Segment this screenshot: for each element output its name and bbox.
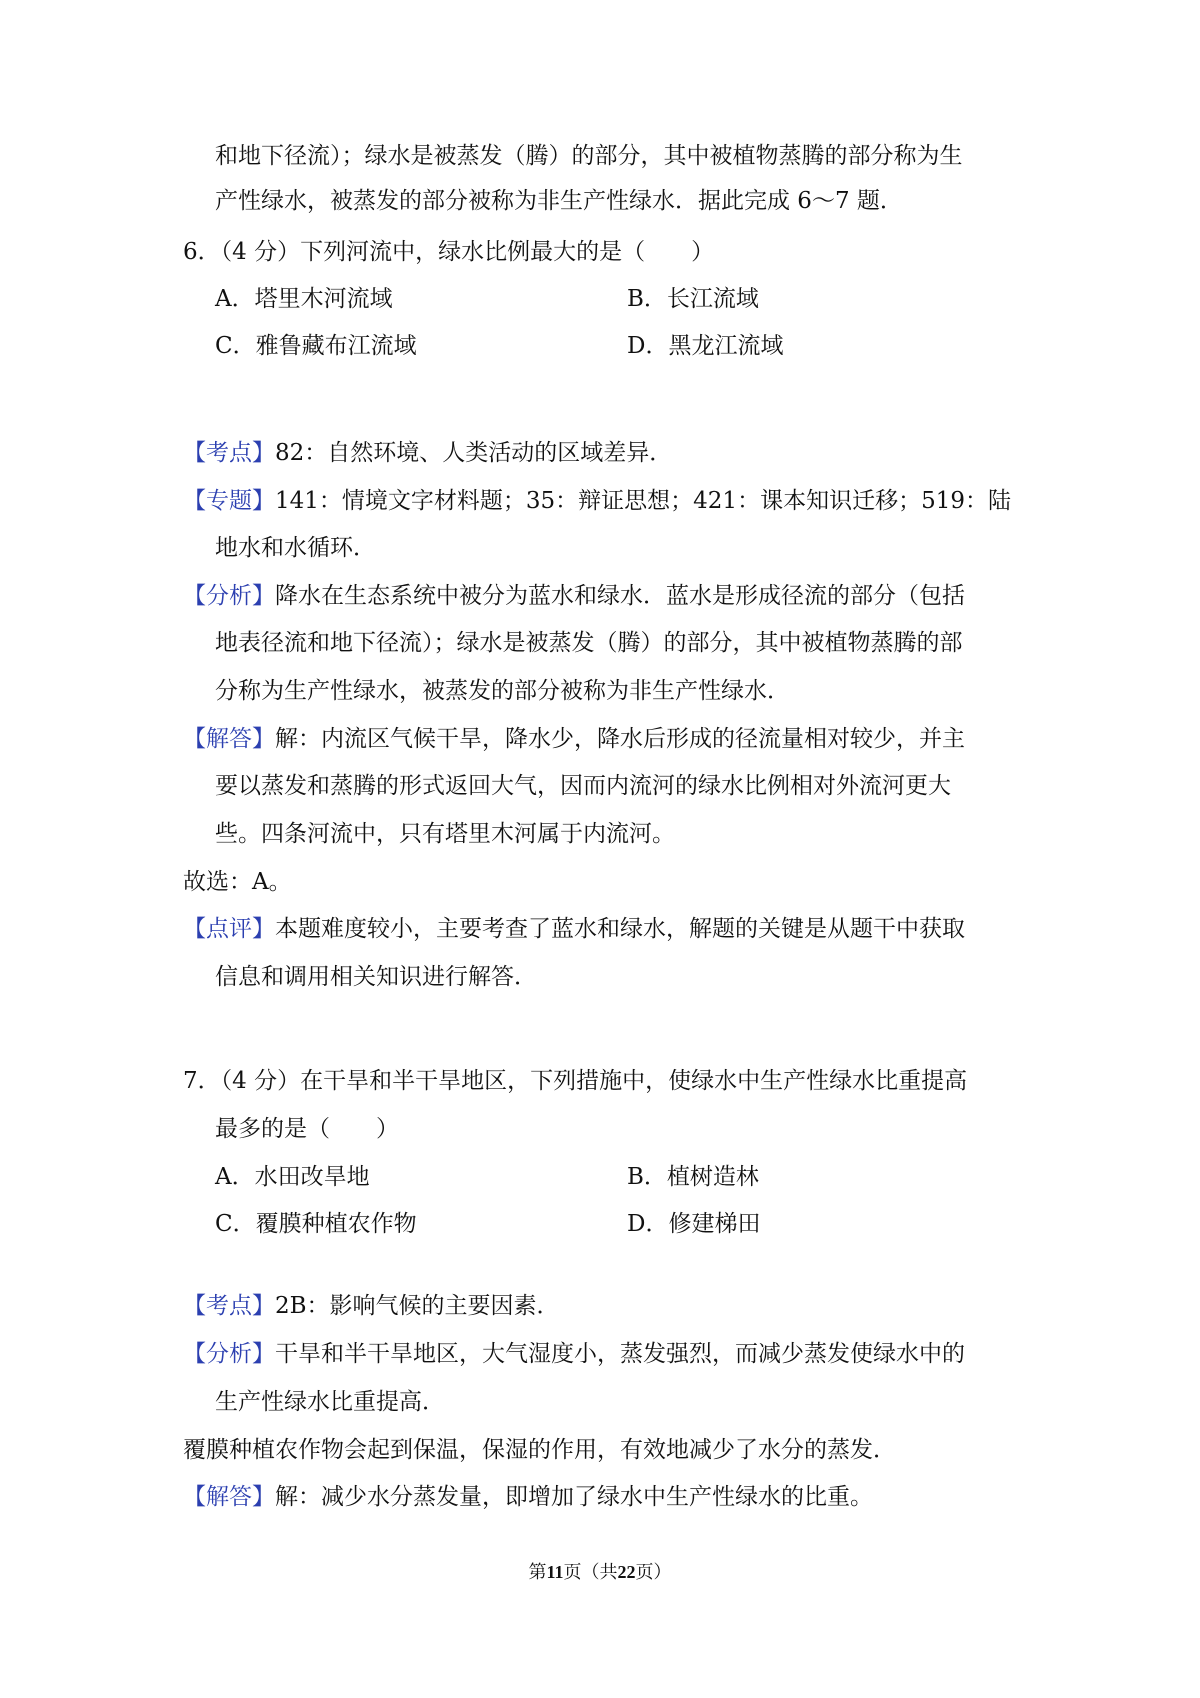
footer-middle: 页（共	[563, 1562, 618, 1582]
fenxi-text-1: 降水在生态系统中被分为蓝水和绿水．蓝水是形成径流的部分（包括	[275, 583, 965, 609]
fenxi-text-1: 干旱和半干旱地区，大气湿度小，蒸发强烈，而减少蒸发使绿水中的	[275, 1341, 965, 1367]
kaodian-tag: 【考点】	[183, 440, 275, 466]
q6-answer: 故选：A。	[183, 869, 292, 895]
jieda-tag: 【解答】	[183, 1484, 275, 1510]
footer-suffix: 页）	[635, 1562, 672, 1582]
q6-option-c: C．雅鲁藏布江流域	[215, 333, 417, 359]
intro-line-1: 和地下径流）；绿水是被蒸发（腾）的部分，其中被植物蒸腾的部分称为生	[215, 143, 963, 169]
q7-option-d: D．修建梯田	[627, 1211, 761, 1237]
zhuanti-text-1: 141：情境文字材料题；35：辩证思想；421：课本知识迁移；519：陆	[275, 488, 1011, 514]
q6-jieda	[183, 723, 965, 755]
q7-stem-1: 7．（4 分）在干旱和半干旱地区，下列措施中，使绿水中生产性绿水比重提高	[183, 1068, 968, 1094]
fenxi-tag: 【分析】	[183, 583, 275, 609]
q6-fenxi-text-2: 地表径流和地下径流）；绿水是被蒸发（腾）的部分，其中被植物蒸腾的部	[215, 630, 963, 656]
kaodian-text: 82：自然环境、人类活动的区域差异．	[275, 440, 673, 466]
q6-option-b: B．长江流域	[627, 286, 759, 312]
kaodian-tag: 【考点】	[183, 1293, 275, 1319]
footer-total-pages: 22	[617, 1562, 636, 1582]
q6-zhuanti	[183, 485, 1011, 517]
q6-fenxi-text-3: 分称为生产性绿水，被蒸发的部分被称为非生产性绿水．	[215, 678, 790, 704]
jieda-text: 解：减少水分蒸发量，即增加了绿水中生产性绿水的比重。	[275, 1484, 873, 1510]
q7-option-b: B．植树造林	[627, 1164, 759, 1190]
q6-dianping	[183, 913, 965, 945]
q6-kaodian	[183, 437, 672, 469]
q7-jieda	[183, 1481, 873, 1513]
dianping-text-1: 本题难度较小，主要考查了蓝水和绿水，解题的关键是从题干中获取	[275, 916, 965, 942]
q6-zhuanti-text-2: 地水和水循环．	[215, 535, 376, 561]
jieda-tag: 【解答】	[183, 726, 275, 752]
q7-stem-2: 最多的是（ ）	[215, 1116, 399, 1142]
dianping-tag: 【点评】	[183, 916, 275, 942]
footer-page-number: 11	[546, 1562, 564, 1582]
zhuanti-tag: 【专题】	[183, 488, 275, 514]
q6-option-a: A．塔里木河流域	[215, 286, 393, 312]
q6-dianping-text-2: 信息和调用相关知识进行解答．	[215, 964, 537, 990]
q6-stem: 6．（4 分）下列河流中，绿水比例最大的是（ ）	[183, 239, 715, 265]
q7-option-c: C．覆膜种植农作物	[215, 1211, 417, 1237]
q7-fenxi	[183, 1338, 965, 1370]
jieda-text-1: 解：内流区气候干旱，降水少，降水后形成的径流量相对较少，并主	[275, 726, 965, 752]
q7-fenxi-text-2: 生产性绿水比重提高．	[215, 1389, 445, 1415]
q6-option-d: D．黑龙江流域	[627, 333, 784, 359]
q6-fenxi	[183, 580, 965, 612]
q7-kaodian	[183, 1290, 560, 1322]
q6-jieda-text-2: 要以蒸发和蒸腾的形式返回大气，因而内流河的绿水比例相对外流河更大	[215, 773, 951, 799]
page-footer	[0, 1560, 1200, 1584]
kaodian-text: 2B：影响气候的主要因素．	[275, 1293, 560, 1319]
fenxi-tag: 【分析】	[183, 1341, 275, 1367]
footer-prefix: 第	[528, 1562, 547, 1582]
q7-option-a: A．水田改旱地	[215, 1164, 370, 1190]
intro-line-2: 产性绿水，被蒸发的部分被称为非生产性绿水．据此完成 6～7 题．	[215, 188, 903, 214]
q7-extra: 覆膜种植农作物会起到保温，保湿的作用，有效地减少了水分的蒸发．	[183, 1437, 896, 1463]
q6-jieda-text-3: 些。四条河流中，只有塔里木河属于内流河。	[215, 821, 675, 847]
